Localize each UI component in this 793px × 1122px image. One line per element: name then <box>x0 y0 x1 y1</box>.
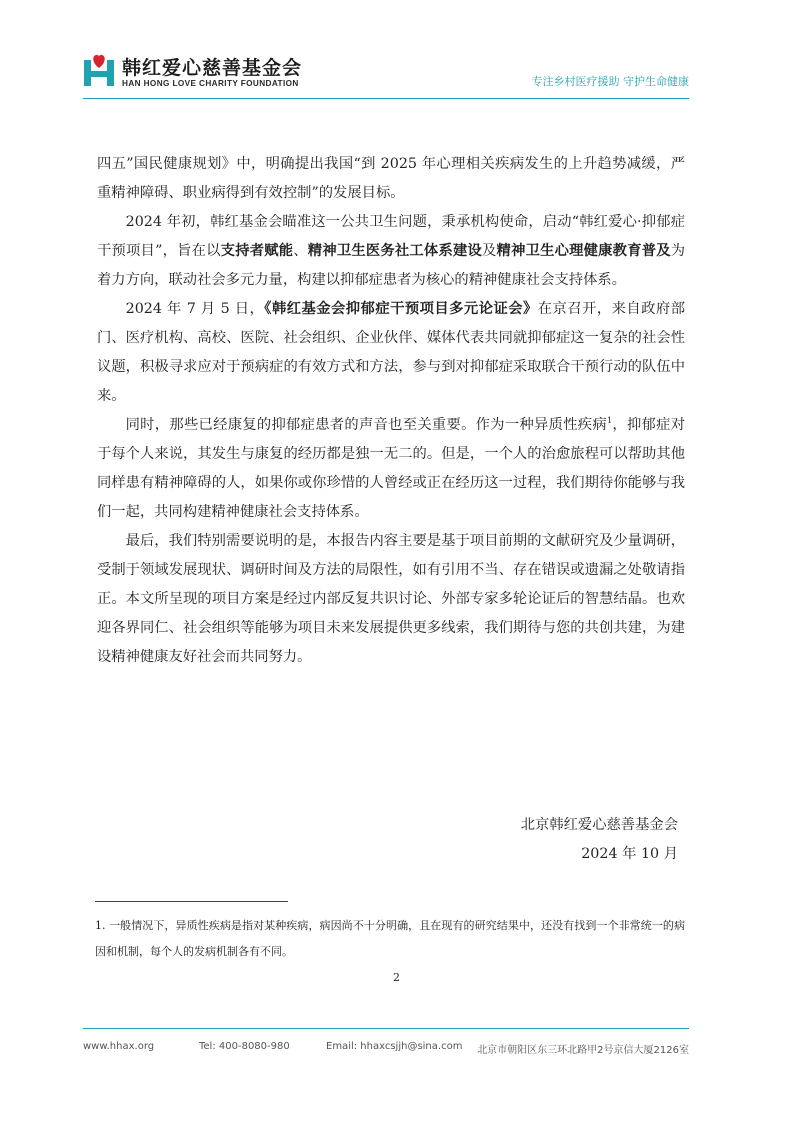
focus-health-education: 精神卫生心理健康教育普及 <box>496 243 671 259</box>
signoff <box>521 811 678 869</box>
paragraph-4-body: ，抑郁症对于每个人来说，其发生与康复的经历都是独一无二的。但是，一个人的治愈旅程可以帮助其他同样患有精神障碍的人，如果你或你珍惜的人曾经或正在经历这一过程，我们期待你能够与我们一起，共同构建精神健康社会支持体系。 <box>97 417 685 520</box>
footer-address: 北京市朝阳区东三环北路甲2号京信大厦2126室 <box>477 1045 689 1056</box>
paragraph-3 <box>97 295 685 411</box>
body-text <box>97 150 685 672</box>
header-slogan: 专注乡村医疗援助 守护生命健康 <box>531 75 689 88</box>
separator: 、 <box>293 243 308 259</box>
paragraph-3-body: 在京召开，来自政府部门、医疗机构、高校、医院、社会组织、企业伙伴、媒体代表共同就抑郁症这一复杂的社会性议题，积极寻求应对于预病症的有效方式和方法，参与到对抑郁症采取联合干预行动的队伍中来。 <box>97 301 685 404</box>
hh-heart-logo-icon <box>83 53 115 87</box>
org-name-cn: 韩红爱心慈善基金会 <box>122 57 303 79</box>
conjunction: 及 <box>482 243 497 259</box>
page-header <box>0 0 793 110</box>
footnote-divider <box>95 901 288 902</box>
footer-phone: Tel: 400-8080-980 <box>199 1041 290 1052</box>
paragraph-4 <box>97 411 685 527</box>
org-name-en: HAN HONG LOVE CHARITY FOUNDATION <box>122 79 299 88</box>
footnote-ref[interactable]: 1 <box>606 416 613 426</box>
meeting-title: 《韩红基金会抑郁症干预项目多元论证会》 <box>264 301 538 317</box>
footnote-text: 1. 一般情况下，异质性疾病是指对某种疾病，病因尚不十分明确，且在现有的研究结果中，还没有找到一个非常统一的病因和机制，每个人的发病机制各有不同。 <box>95 919 685 958</box>
focus-social-work-system: 精神卫生医务社工体系建设 <box>307 243 483 259</box>
paragraph-5: 最后，我们特别需要说明的是，本报告内容主要是基于项目前期的文献研究及少量调研，受制于领域发展现状、调研时间及方法的局限性，如有引用不当、存在错误或遗漏之处敬请指正。本文所呈现的项目方案是经过内部反复共识讨论、外部专家多轮论证后的智慧结晶。也欢迎各界同仁、社会组织等能够为项目未来发展提供更多线索，我们期待与您的共创共建，为建设精神健康友好社会而共同努力。 <box>97 533 685 665</box>
paragraph-4-intro: 同时，那些已经康复的抑郁症患者的声音也至关重要。作为一种异质性疾病 <box>125 417 607 433</box>
footer-divider <box>83 1028 689 1029</box>
signoff-date: 2024 年 10 月 <box>581 846 678 862</box>
paragraph-2-intro: 2024 年初，韩红基金会瞄准这一公共卫生问题，秉承机构使命，启动“韩红爱心·抑郁症干预项目”，旨在以 <box>97 214 685 259</box>
footnote <box>95 913 685 965</box>
footer-email[interactable]: Email: hhaxcsjjh@sina.com <box>326 1041 463 1052</box>
paragraph-1: 四五”国民健康规划》中，明确提出我国“到 2025 年心理相关疾病发生的上升趋势减缓，严重精神障碍、职业病得到有效控制”的发展目标。 <box>97 156 685 201</box>
footer-website[interactable]: www.hhax.org <box>83 1041 155 1052</box>
page-number: 2 <box>393 971 400 984</box>
focus-supporter-empowerment: 支持者赋能 <box>220 243 294 259</box>
signoff-org: 北京韩红爱心慈善基金会 <box>520 817 678 833</box>
header-divider <box>83 98 689 99</box>
paragraph-2-outro: 为着力方向，联动社会多元力量，构建以抑郁症患者为核心的精神健康社会支持体系。 <box>97 243 686 288</box>
meeting-date: 2024 年 7 月 5 日， <box>125 301 265 317</box>
paragraph-2 <box>97 208 685 295</box>
